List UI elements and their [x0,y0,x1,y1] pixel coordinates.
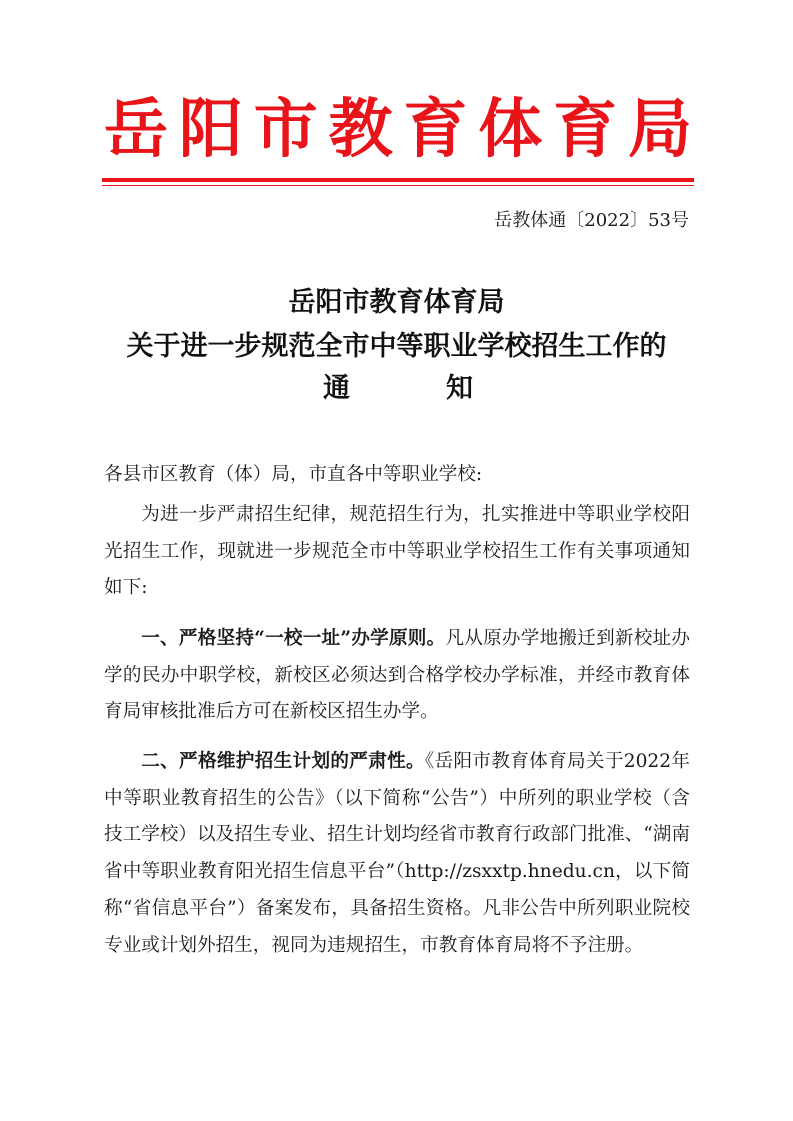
section-one-text: 凡从原办学地搬迁到新校址办学的民办中职学校，新校区必须达到合格学校办学标准，并经市教育体育局审核批准后方可在新校区招生办学。 [104,628,690,723]
title-line-notice: 通知 [323,373,473,404]
salutation: 各县市区教育（体）局，市直各中等职业学校: [104,464,483,485]
title-line-subject: 关于进一步规范全市中等职业学校招生工作的 [126,331,667,362]
section-two-heading: 二、严格维护招生计划的严肃性。 [141,751,425,772]
red-divider-thin [102,185,694,186]
section-one-heading: 一、严格坚持“一校一址”办学原则。 [141,628,446,649]
section-one-paragraph [104,621,690,731]
section-two-paragraph [104,744,690,964]
title-line-agency: 岳阳市教育体育局 [288,287,505,318]
red-divider-thick [102,178,694,182]
section-two-text: 《岳阳市教育体育局关于2022年中等职业教育招生的公告》（以下简称“公告”）中所列的职业学校（含技工学校）以及招生专业、招生计划均经省市教育行政部门批准、“湖南省中等职业教育阳光招生信息平台”（http://zsxxtp.hnedu.cn，以下简称“省信息平台”）备案发布，具备招生资格。凡非公告中所列职业院校专业或计划外招生，视同为违规招生，市教育体育局将不予注册。 [104,751,690,956]
document-number: 岳教体通〔2022〕53号 [494,210,689,231]
agency-masthead: 岳阳市教育体育局 [104,92,694,167]
intro-paragraph: 为进一步严肃招生纪律，规范招生行为，扎实推进中等职业学校阳光招生工作，现就进一步规范全市中等职业学校招生工作有关事项通知如下: [104,504,690,599]
